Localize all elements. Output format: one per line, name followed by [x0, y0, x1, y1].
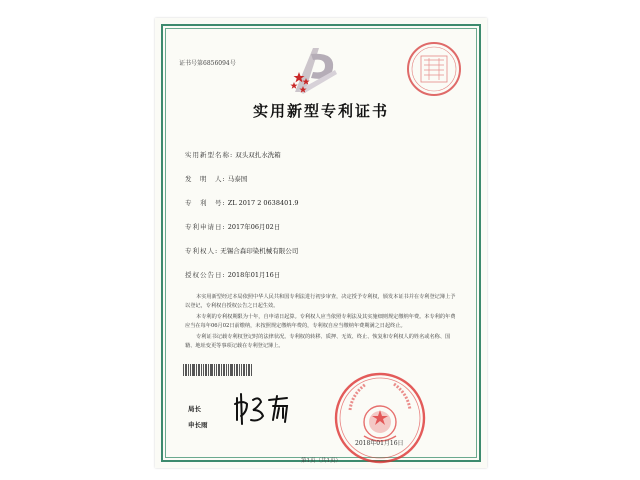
field-label: 发 明 人: — [185, 175, 226, 183]
field-utility-model-name — [185, 150, 281, 159]
field-label: 专利权人: — [185, 247, 219, 255]
seal-date: 2018年01月16日 — [355, 440, 404, 447]
director-signature — [233, 390, 291, 426]
field-value: 2018年01月16日 — [227, 271, 281, 279]
field-value: ZL 2017 2 0638401.9 — [227, 199, 299, 207]
patent-certificate — [155, 18, 487, 468]
certificate-title: 实用新型专利证书 — [252, 102, 389, 120]
field-grant-date — [185, 270, 280, 279]
patent-office-logo — [285, 42, 345, 100]
field-label: 实用新型名称: — [185, 151, 234, 159]
body-paragraph: 本专利的专利权期限为十年，自申请日起算。专利权人应当依照专利法及其实施细则规定缴纳年费。本专利的年费应当在每年06月02日前缴纳，未按照规定缴纳年费的，专利权自应当缴纳年费期满之日起终止。 — [185, 314, 456, 329]
field-patent-number — [185, 198, 299, 207]
director-name: 申长雨 — [188, 421, 208, 429]
field-value: 双头双扎水洗箱 — [235, 151, 281, 159]
field-value: 无锡合森印染机械有限公司 — [220, 247, 299, 255]
office-seal-stamp — [405, 40, 463, 98]
field-application-date — [185, 222, 280, 231]
official-seal — [332, 370, 428, 466]
field-value: 马泰国 — [227, 175, 248, 183]
certificate-number: 证书号第6856094号 — [179, 60, 236, 67]
page-number: 第1页（共1页） — [301, 458, 341, 464]
field-value: 2017年06月02日 — [227, 223, 281, 231]
barcode — [183, 364, 253, 376]
field-label: 专 利 号: — [185, 199, 226, 207]
director-title: 局长 — [188, 405, 201, 413]
body-paragraph: 本实用新型经过本局依照中华人民共和国专利法进行初步审查，决定授予专利权，颁发本证书并在专利登记簿上予以登记，专利权自授权公告之日起生效。 — [185, 294, 456, 309]
field-label: 专利申请日: — [185, 223, 226, 231]
body-paragraph: 专利证书记载专利权登记时的法律状况。专利权的转移、质押、无效、终止、恢复和专利权人的姓名或名称、国籍、地址变更等事项记载在专利登记簿上。 — [185, 334, 451, 349]
field-inventor — [185, 174, 247, 183]
field-label: 授权公告日: — [185, 271, 226, 279]
certificate-body — [185, 293, 457, 353]
field-patentee — [185, 246, 298, 255]
